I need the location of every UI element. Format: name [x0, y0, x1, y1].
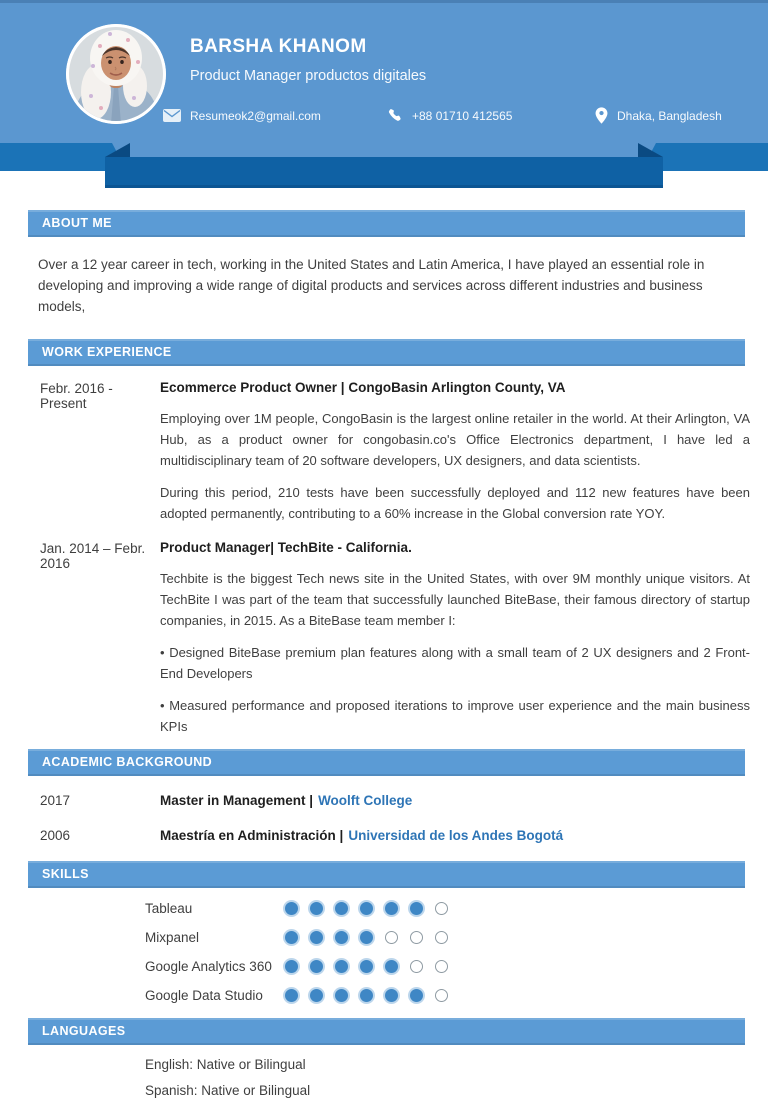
job-paragraph: During this period, 210 tests have been successfully deployed and 112 new features have been adopted permanently, contributing to a 60% increase in the Global conversion rate YOY.: [160, 485, 750, 521]
institution-link[interactable]: Universidad de los Andes Bogotá: [348, 828, 564, 843]
ribbon-banner: [0, 143, 768, 189]
skill-name: Mixpanel: [145, 929, 200, 945]
skill-rating: [285, 902, 448, 915]
skill-dot-filled: [335, 989, 348, 1002]
section-heading-about: ABOUT ME: [28, 210, 745, 237]
job-dates: Febr. 2016 - Present: [40, 381, 113, 411]
skill-dot-filled: [335, 931, 348, 944]
skill-dot-filled: [410, 989, 423, 1002]
skill-dot-filled: [385, 989, 398, 1002]
phone-text: +88 01710 412565: [412, 108, 513, 123]
skill-dot-filled: [335, 960, 348, 973]
job-dates: Jan. 2014 – Febr. 2016: [40, 541, 146, 571]
email-icon: [163, 109, 181, 122]
skill-row: [145, 986, 768, 1004]
skill-dot-filled: [310, 989, 323, 1002]
skill-name: Google Analytics 360: [145, 958, 272, 974]
section-heading-work: WORK EXPERIENCE: [28, 339, 745, 366]
email-text: Resumeok2@gmail.com: [190, 108, 321, 123]
job-entry: [0, 378, 768, 524]
academic-year: 2017: [40, 793, 71, 808]
job-paragraph: Employing over 1M people, CongoBasin is the largest online retailer in the world. At their Arlington, VA Hub, as a product owner for congobasin.co's Office Electronics department, I have led a multidisciplinary team of 20 software developers, UX designers, and data scientists.: [160, 411, 750, 468]
contact-phone: [388, 108, 548, 123]
contact-email: [163, 109, 388, 123]
job-title: Product Manager| TechBite - California.: [160, 540, 412, 555]
skill-dot-filled: [410, 902, 423, 915]
job-title: Ecommerce Product Owner | CongoBasin Arlington County, VA: [160, 380, 566, 395]
academic-entry: [0, 826, 768, 845]
skill-dot-filled: [285, 960, 298, 973]
institution-link[interactable]: Woolft College: [318, 793, 413, 808]
skill-dot-filled: [310, 902, 323, 915]
person-name: BARSHA KHANOM: [190, 36, 367, 57]
skill-dot-filled: [360, 989, 373, 1002]
section-heading-academic: ACADEMIC BACKGROUND: [28, 749, 745, 776]
skill-dot-filled: [310, 931, 323, 944]
location-text: Dhaka, Bangladesh: [617, 108, 722, 123]
skill-dot-empty: [435, 989, 448, 1002]
skill-dot-filled: [285, 989, 298, 1002]
language-item: Spanish: Native or Bilingual: [145, 1083, 311, 1098]
person-title: Product Manager productos digitales: [190, 68, 427, 84]
skill-dot-filled: [285, 931, 298, 944]
header: [0, 0, 768, 143]
academic-degree: [160, 791, 412, 810]
skill-dot-filled: [360, 902, 373, 915]
skill-dot-filled: [360, 931, 373, 944]
skill-dot-empty: [435, 931, 448, 944]
contact-row: [163, 107, 748, 124]
skill-dot-empty: [435, 902, 448, 915]
profile-photo: [66, 24, 166, 124]
section-heading-languages: LANGUAGES: [28, 1018, 745, 1045]
skill-dot-empty: [410, 931, 423, 944]
about-text: Over a 12 year career in tech, working in the United States and Latin America, I have played an essential role in developing and improving a wide range of digital products and services across different industries and business models,: [38, 257, 705, 314]
job-body: [160, 378, 768, 524]
academic-year: 2006: [40, 828, 71, 843]
degree-text: Master in Management |: [160, 793, 314, 808]
skill-dot-filled: [285, 902, 298, 915]
job-entry: [0, 538, 768, 737]
location-pin-icon: [595, 107, 608, 124]
job-paragraph: • Measured performance and proposed iterations to improve user experience and the main business KPIs: [160, 698, 750, 734]
phone-icon: [388, 108, 403, 123]
skill-rating: [285, 931, 448, 944]
contact-location: [595, 107, 722, 124]
skill-dot-empty: [410, 960, 423, 973]
language-item: English: Native or Bilingual: [145, 1057, 306, 1072]
degree-text: Maestría en Administración |: [160, 828, 344, 843]
skill-dot-filled: [335, 902, 348, 915]
job-paragraph: Techbite is the biggest Tech news site in the United States, with over 9M monthly unique visitors. At TechBite I was part of the team that successfully launched BiteBase, their famous directory of startup companies, in 2015. As a BiteBase team member I:: [160, 571, 750, 628]
skill-rating: [285, 960, 448, 973]
skill-dot-filled: [360, 960, 373, 973]
job-body: [160, 538, 768, 737]
skill-row: [145, 899, 768, 917]
skill-dot-empty: [435, 960, 448, 973]
section-heading-skills: SKILLS: [28, 861, 745, 888]
skill-row: [145, 957, 768, 975]
skill-dot-filled: [310, 960, 323, 973]
skill-rating: [285, 989, 448, 1002]
skill-dot-filled: [385, 960, 398, 973]
skill-name: Google Data Studio: [145, 987, 263, 1003]
skill-name: Tableau: [145, 900, 193, 916]
skill-row: [145, 928, 768, 946]
skill-dot-filled: [385, 902, 398, 915]
job-paragraph: • Designed BiteBase premium plan features along with a small team of 2 UX designers and 2 Front-End Developers: [160, 645, 750, 681]
profile-photo-illustration: [66, 24, 166, 124]
academic-degree: [160, 826, 563, 845]
skill-dot-empty: [385, 931, 398, 944]
academic-entry: [0, 791, 768, 810]
